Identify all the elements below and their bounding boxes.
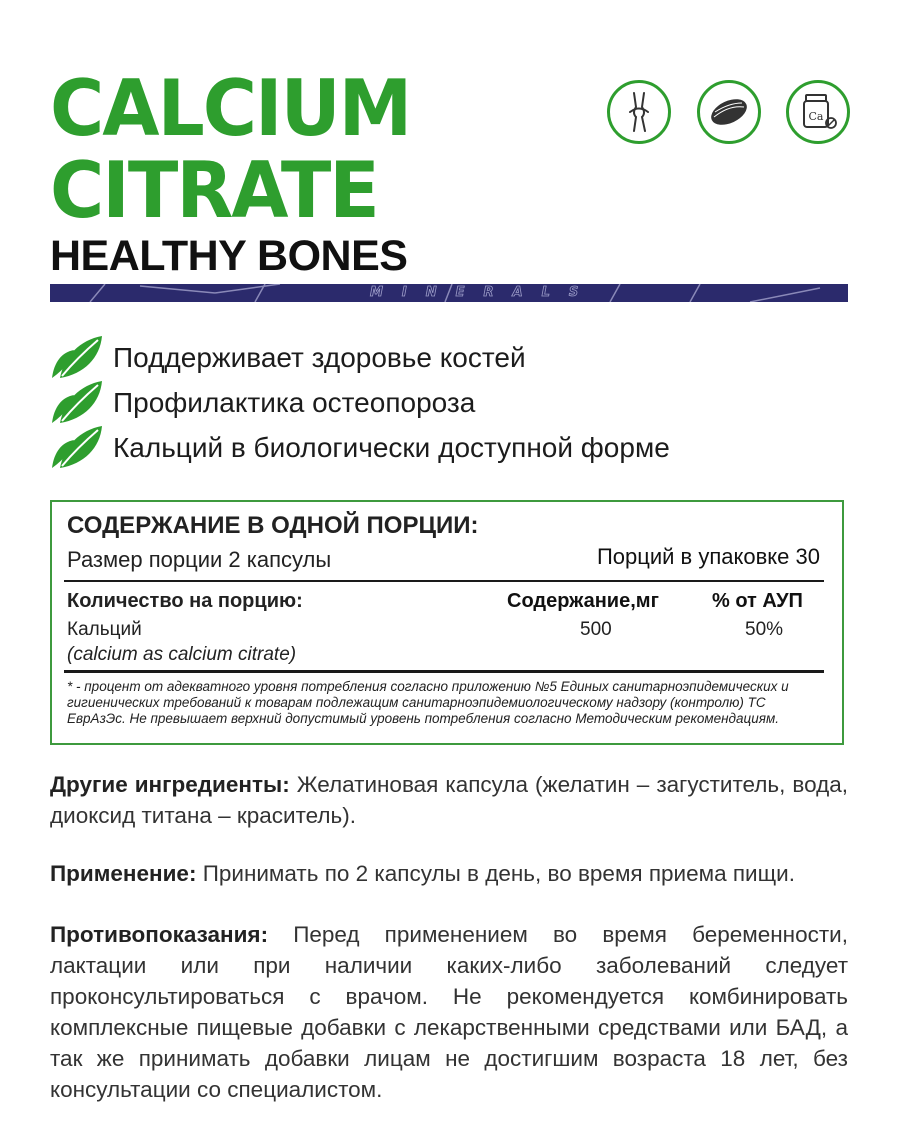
ingredient-daily-value: 50% [745, 619, 784, 640]
divider-bottom [64, 670, 824, 673]
usage-label: Применение: [50, 861, 197, 886]
joint-health-badge [607, 80, 671, 144]
other-ingredients-label: Другие ингредиенты: [50, 772, 290, 797]
content-mg-header: Содержание,мг [507, 590, 659, 612]
contraindications-paragraph [50, 919, 848, 1105]
benefit-text: Кальций в биологически доступной форме [113, 432, 670, 463]
daily-value-header: % от АУП [712, 590, 803, 612]
ingredient-form: (calcium as calcium citrate) [67, 644, 297, 665]
ingredient-name: Кальций [67, 619, 142, 640]
capsule-badge [697, 80, 761, 144]
serving-size: Размер порции 2 капсулы [67, 547, 332, 572]
minerals-band [50, 284, 848, 302]
supplement-facts-box [50, 500, 844, 745]
product-title-line2: CITRATE [50, 145, 378, 236]
mineral-supplement-badge [786, 80, 850, 144]
other-ingredients-paragraph [50, 769, 848, 831]
supplement-jar-icon [789, 83, 847, 141]
leaf-icon [50, 334, 104, 380]
ca-symbol: Ca [808, 110, 824, 123]
contraindications-label: Противопоказания: [50, 922, 269, 947]
facts-footnote: * - процент от адекватного уровня потребления согласно приложению №5 Единых санитарноэпидемических и гигиенических требований к товарам подлежащим санитарноэпидемиологическому надзору (контролю) ТС ЕврАзЭс. Не превышает верхний допустимый уровень потребления согласно Методическим рекомендациям. [67, 679, 789, 726]
amount-per-serving-label: Количество на порцию: [67, 590, 303, 612]
other-ingredients-text: Желатиновая капсула (желатин – загуститель, вода, диоксид титана – краситель). [50, 772, 849, 828]
divider-top [64, 580, 824, 582]
product-title-line1: CALCIUM [50, 63, 411, 155]
joint-icon [610, 83, 668, 141]
usage-paragraph [50, 858, 848, 889]
contraindications-text: Перед применением во время беременности, лактации или при наличии каких-либо заболеваний следует проконсультироваться с врачом. Не рекомендуется комбинировать комплексные пищевые добавки с лекарственными средствами или БАД, а так же принимать добавки лицам не достигшим возраста 18 лет, без консультации со специалистом. [50, 922, 848, 1102]
benefit-text: Профилактика остеопороза [113, 387, 476, 418]
usage-text: Принимать по 2 капсулы в день, во время приема пищи. [196, 861, 795, 886]
leaf-icon [50, 379, 104, 425]
product-subtitle: HEALTHY BONES [50, 232, 408, 280]
benefit-text: Поддерживает здоровье костей [113, 342, 526, 373]
facts-heading: СОДЕРЖАНИЕ В ОДНОЙ ПОРЦИИ: [67, 512, 479, 539]
servings-per-container: Порций в упаковке 30 [596, 544, 820, 569]
ingredient-amount: 500 [580, 619, 612, 640]
capsule-icon [700, 83, 758, 141]
minerals-label: MINERALS [370, 285, 598, 300]
leaf-icon [50, 424, 104, 470]
